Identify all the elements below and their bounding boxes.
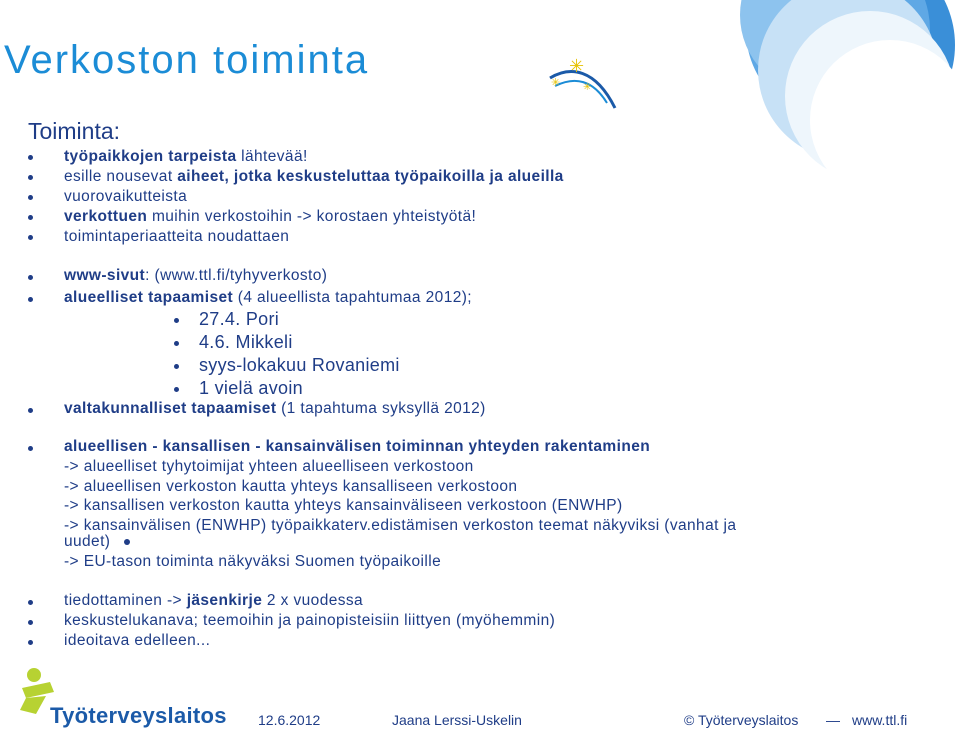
building-line: -> kansainvälisen (ENWHP) työpaikkaterv.edistämisen verkoston teemat näkyviksi (vanhat ja — [64, 517, 737, 534]
corner-circles-decoration — [720, 0, 960, 240]
item-bold-text: valtakunnalliset tapaamiset — [64, 400, 277, 417]
sub-bullet-icon — [174, 318, 179, 323]
event-item: 27.4. Pori — [199, 309, 280, 329]
event-item: syys-lokakuu Rovaniemi — [199, 355, 400, 375]
item-bold-text: verkottuen — [64, 208, 148, 225]
item-bold-text: jäsenkirje — [186, 592, 263, 609]
footer-copyright: © Työterveyslaitos — [684, 712, 799, 728]
bullet-icon — [28, 446, 33, 451]
item-text: tiedottaminen -> — [64, 592, 187, 609]
bullet-icon — [28, 297, 33, 302]
section-heading: alueellisen - kansallisen - kansainvälisen toiminnan yhteyden rakentaminen — [64, 438, 651, 455]
bullet-icon — [28, 275, 33, 280]
bullet-icon — [28, 620, 33, 625]
event-item: 1 vielä avoin — [199, 378, 303, 398]
svg-text:✳: ✳ — [551, 76, 561, 89]
footer-date: 12.6.2012 — [258, 712, 321, 728]
item-bold-text: työpaikkojen tarpeista — [64, 148, 237, 165]
footer-separator: — — [826, 712, 840, 728]
building-line: -> alueelliset tyhytoimijat yhteen alueelliseen verkostoon — [64, 458, 474, 475]
item-bold-text: www-sivut — [64, 267, 146, 284]
footer-url[interactable]: www.ttl.fi — [852, 712, 908, 728]
svg-text:✳: ✳ — [583, 82, 592, 93]
dot-icon — [124, 539, 130, 545]
bullet-icon — [28, 408, 33, 413]
item-text: 2 x vuodessa — [262, 592, 364, 609]
bullet-icon — [28, 600, 33, 605]
item-text: esille nousevat — [64, 168, 178, 185]
event-item: 4.6. Mikkeli — [199, 332, 293, 352]
slide-subtitle: Toiminta: — [28, 118, 121, 144]
item-bold-text: aiheet, jotka keskusteluttaa työpaikoilla ja alueilla — [177, 168, 564, 185]
item-bold-text: alueelliset tapaamiset — [64, 289, 234, 306]
item-text: muihin verkostoihin -> korostaen yhteistyötä! — [147, 208, 477, 225]
item-text: (4 alueellista tapahtumaa 2012); — [233, 289, 473, 306]
item-text: (1 tapahtuma syksyllä 2012) — [276, 400, 486, 417]
bullet-icon — [28, 215, 33, 220]
star-swirl-logo-icon — [545, 48, 620, 113]
building-line-cont — [64, 533, 130, 551]
item-text: keskustelukanava; teemoihin ja painopisteisiin liittyen (myöhemmin) — [64, 612, 556, 629]
footer-author: Jaana Lerssi-Uskelin — [392, 712, 522, 728]
sub-bullet-icon — [174, 364, 179, 369]
sub-bullet-icon — [174, 341, 179, 346]
item-text: ideoitava edelleen... — [64, 632, 211, 649]
building-line: -> alueellisen verkoston kautta yhteys kansalliseen verkostoon — [64, 478, 518, 495]
slide-title: Verkoston toiminta — [4, 38, 370, 82]
bullet-icon — [28, 195, 33, 200]
building-line-text: uudet) — [64, 533, 111, 550]
building-line: -> EU-tason toiminta näkyväksi Suomen työpaikoille — [64, 553, 442, 570]
bullet-icon — [28, 640, 33, 645]
svg-text:✳: ✳ — [569, 56, 585, 77]
sub-bullet-icon — [174, 387, 179, 392]
item-text: lähtevää! — [236, 148, 308, 165]
building-line: -> kansallisen verkoston kautta yhteys kansainväliseen verkostoon (ENWHP) — [64, 497, 623, 514]
item-text: vuorovaikutteista — [64, 188, 188, 205]
bullet-icon — [28, 175, 33, 180]
bullet-icon — [28, 235, 33, 240]
item-text: : (www.ttl.fi/tyhyverkosto) — [145, 267, 328, 284]
item-text: toimintaperiaatteita noudattaen — [64, 228, 290, 245]
footer-logo-text: Työterveyslaitos — [50, 703, 227, 728]
bullet-icon — [28, 155, 33, 160]
